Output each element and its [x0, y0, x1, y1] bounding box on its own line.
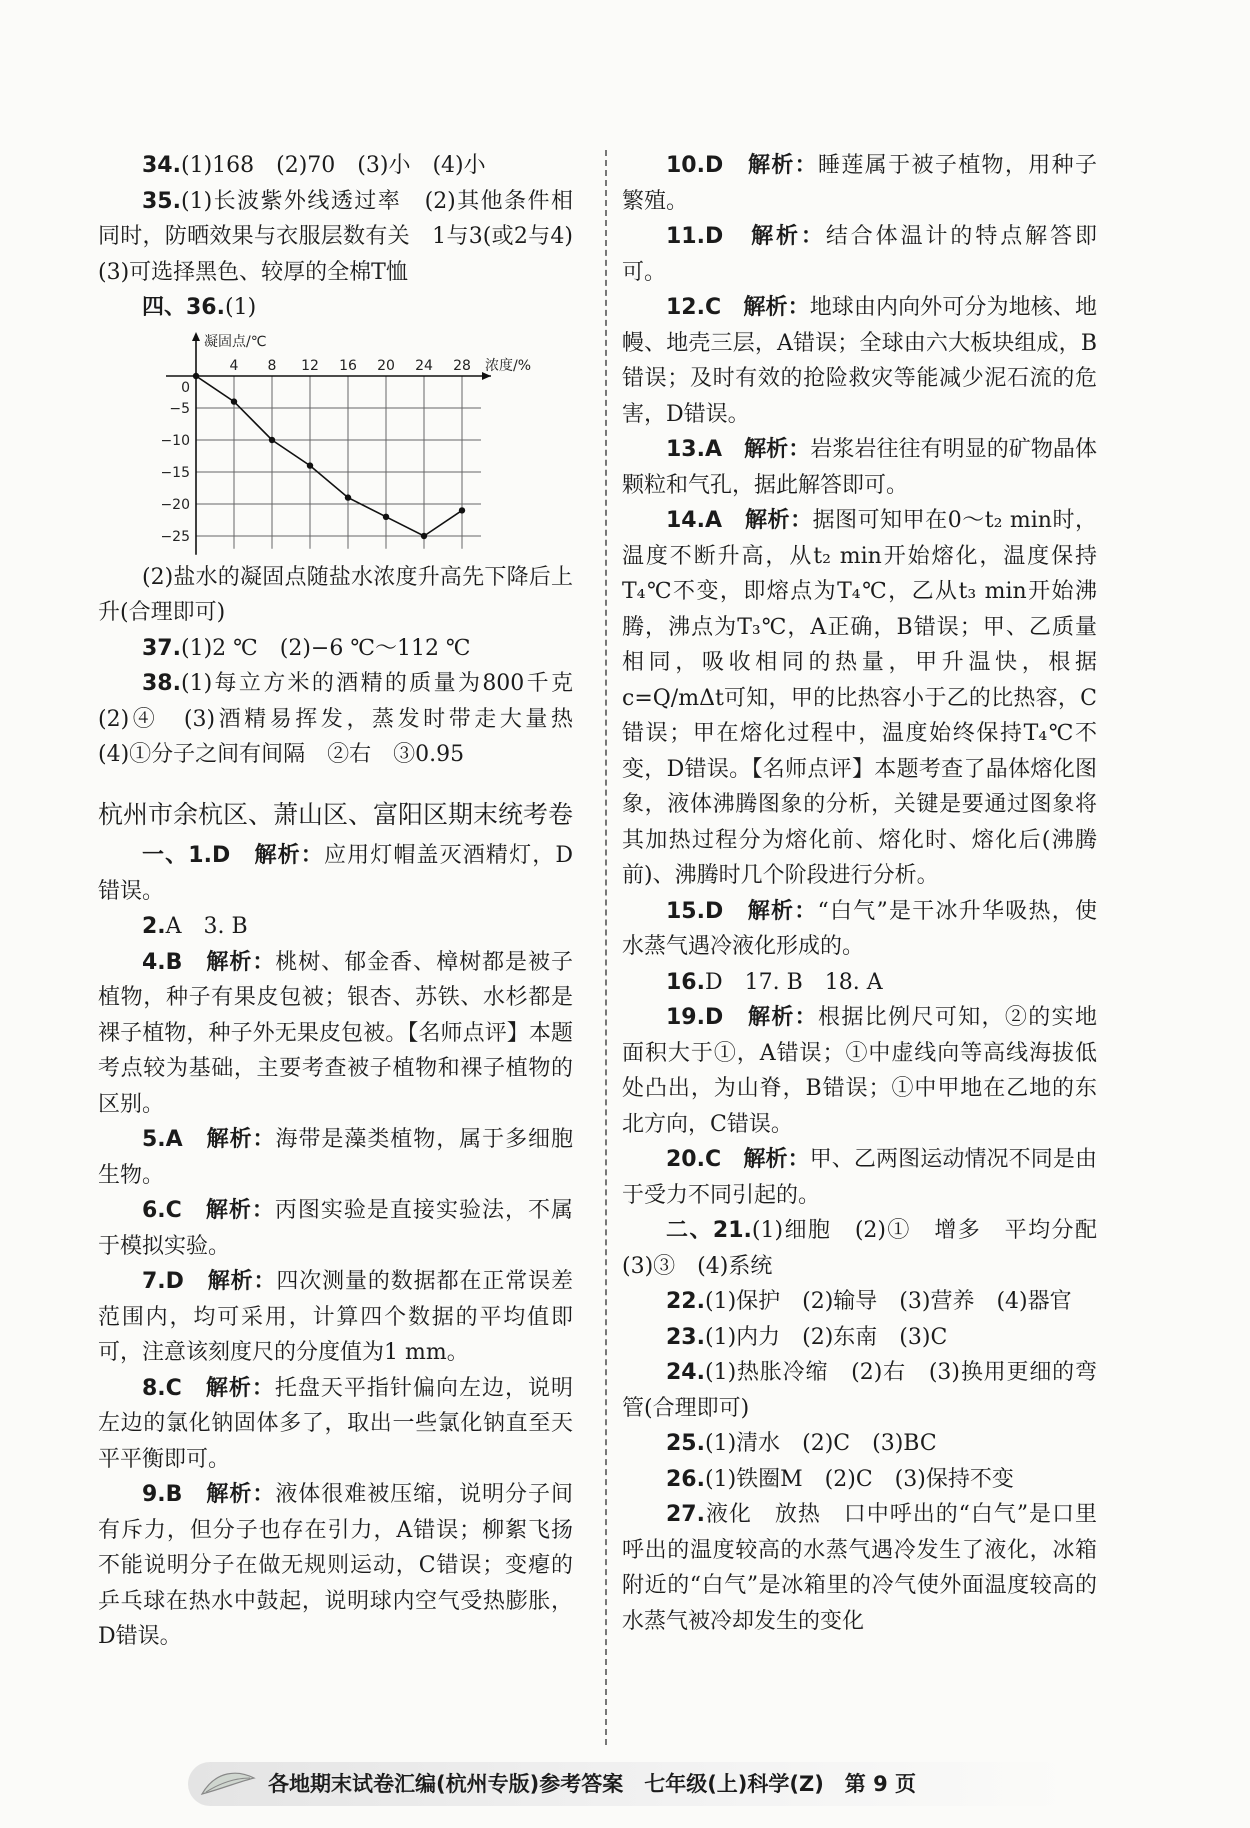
answer-item	[98, 909, 573, 945]
y-tick-label: −25	[160, 528, 190, 545]
answer-number: 4.	[142, 949, 166, 975]
answer-number: 13.	[666, 437, 705, 462]
answer-key: A 解析：	[704, 437, 811, 462]
answer-text: 液体很难被压缩，说明分子间有斥力，但分子也存在引力，A错误；柳絮飞扬不能说明分子在做无规则运动，C错误；变瘪的乒乓球在热水中鼓起，说明球内空气受热膨胀，D错误。	[98, 1482, 573, 1649]
answer-item	[622, 1462, 1097, 1498]
answer-key: C 解析：	[704, 1147, 810, 1172]
answer-item	[98, 945, 573, 1123]
answer-item	[98, 1477, 573, 1655]
answer-key: A 解析：	[165, 1127, 276, 1152]
answer-text: (1)保护 (2)输导 (3)营养 (4)器官	[704, 1289, 1072, 1314]
answer-number: 15.	[666, 898, 705, 924]
answer-key: A 解析：	[704, 508, 813, 533]
right-column	[622, 148, 1120, 1639]
answer-text: A 3. B	[165, 914, 248, 939]
answer-item	[622, 219, 1097, 290]
answer-number: 37.	[142, 635, 181, 661]
data-point	[345, 494, 351, 500]
answer-text: 甲、乙两图运动情况不同是由于受力不同引起的。	[622, 1147, 1097, 1208]
answer-text: 桃树、郁金香、樟树都是被子植物，种子有果皮包被；银杏、苏铁、水杉都是裸子植物，种子外无果皮包被。【名师点评】本题考点较为基础，主要考查被子植物和裸子植物的区别。	[98, 949, 573, 1117]
answer-text: 液化 放热 口中呼出的“白气”是口里呼出的温度较高的水蒸气遇冷发生了液化，冰箱附近的“白气”是冰箱里的冷气使外面温度较高的水蒸气被冷却发生的变化	[622, 1502, 1097, 1634]
answer-item	[98, 838, 573, 909]
answer-key: D 解析：	[211, 843, 324, 868]
data-point	[383, 513, 389, 519]
answer-number: 24.	[666, 1360, 705, 1385]
answer-item	[98, 631, 573, 667]
answer-key: D 解析：	[704, 898, 818, 924]
page-footer	[188, 1762, 1068, 1806]
answer-item	[98, 1193, 573, 1264]
answer-item	[98, 666, 596, 773]
y-axis-label: 凝固点/℃	[204, 333, 267, 350]
answer-text: 地球由内向外可分为地核、地幔、地壳三层，A错误；全球由六大板块组成，B错误；及时有效的抢险救灾等能减少泥石流的危害，D错误。	[622, 295, 1097, 427]
answer-item	[622, 432, 1097, 503]
data-point	[231, 398, 237, 404]
data-point	[459, 507, 465, 513]
answer-number: 9.	[142, 1482, 166, 1507]
y-tick-label: 0	[181, 379, 190, 396]
answer-number: 16.	[666, 969, 705, 995]
answer-item	[622, 1320, 1097, 1356]
x-tick-label: 20	[377, 357, 395, 374]
answer-text: (1)2 ℃ (2)−6 ℃～112 ℃	[180, 635, 471, 661]
answer-item	[98, 1371, 573, 1478]
answer-text: (1)热胀冷缩 (2)右 (3)换用更细的弯管(合理即可)	[622, 1360, 1097, 1421]
leaf-icon	[198, 1768, 258, 1800]
answer-item	[98, 184, 596, 291]
x-axis-label: 浓度/%	[485, 357, 532, 374]
x-tick-label: 4	[229, 357, 239, 374]
section-title: 杭州市余杭区、萧山区、富阳区期末统考卷	[98, 799, 574, 829]
answer-number: 10.	[666, 153, 705, 178]
data-point	[421, 532, 427, 538]
answer-text: (1)长波紫外线透过率 (2)其他条件相同时，防晒效果与衣服层数有关 1与3(或2与4) (3)可选择黑色、较厚的全棉T恤	[98, 188, 596, 285]
answer-number: 四、36.	[142, 295, 225, 320]
data-point	[193, 372, 199, 378]
answer-number: 35.	[142, 188, 181, 214]
answer-item	[622, 1497, 1097, 1639]
answer-number: 一、1.	[142, 843, 212, 868]
answer-item	[622, 1355, 1097, 1426]
answer-text: (1)	[224, 295, 257, 320]
answer-item	[98, 290, 573, 326]
y-tick-label: −10	[160, 432, 190, 449]
answer-text: 据图可知甲在0～t₂ min时，温度不断升高，从t₂ min开始熔化，温度保持T₄℃不变，即熔点为T₄℃，乙从t₃ min开始沸腾，沸点为T₃℃，A正确，B错误；甲、乙质量相同，吸收相同的热量，甲升温快，根据c=Q/mΔt可知，甲的比热容小于乙的比热容，C错误；甲在熔化过程中，温度始终保持T₄℃不变，D错误。【名师点评】本题考查了晶体熔化图象，液体沸腾图象的分析，关键是要通过图象将其加热过程分为熔化前、熔化时、熔化后(沸腾前)、沸腾时几个阶段进行分析。	[622, 508, 1098, 888]
answer-item	[622, 1142, 1097, 1213]
answer-text: 根据比例尺可知，②的实地面积大于①，A错误；①中虚线向等高线海拔低处凸出，为山脊，B错误；①中甲地在乙地的东北方向，C错误。	[622, 1005, 1097, 1137]
answer-item	[622, 1000, 1097, 1142]
answer-item	[622, 1284, 1097, 1320]
answer-item	[98, 1264, 573, 1371]
answer-text: 应用灯帽盖灭酒精灯，D错误。	[98, 843, 574, 904]
answer-text: 结合体温计的特点解答即可。	[622, 224, 1097, 285]
answer-item	[622, 965, 1097, 1001]
x-tick-label: 28	[453, 357, 471, 374]
left-column	[98, 148, 596, 1655]
answer-number: 23.	[666, 1324, 705, 1350]
answer-text: (1)铁圈M (2)C (3)保持不变	[704, 1466, 1014, 1492]
answer-key: C 解析：	[165, 1375, 275, 1401]
answer-key: C 解析：	[704, 295, 810, 320]
y-tick-label: −5	[169, 400, 190, 417]
answer-text: (1)清水 (2)C (3)BC	[704, 1431, 937, 1456]
answer-number: 38.	[142, 671, 181, 696]
answer-text: (1)细胞 (2)① 增多 平均分配 (3)③ (4)系统	[622, 1218, 1120, 1279]
answer-number: 2.	[142, 914, 166, 939]
answer-text: 四次测量的数据都在正常误差范围内，均可采用，计算四个数据的平均值即可，注意该刻度尺的分度值为1 mm。	[98, 1269, 573, 1365]
answer-text: D 17. B 18. A	[704, 969, 883, 995]
answer-key: B 解析：	[165, 949, 276, 975]
answer-key: D 解析：	[165, 1269, 277, 1294]
answer-item	[622, 1426, 1097, 1462]
answer-number: 22.	[666, 1289, 705, 1314]
data-point	[307, 462, 313, 468]
answer-number: 12.	[666, 295, 705, 320]
answer-text: 托盘天平指针偏向左边，说明左边的氯化钠固体多了，取出一些氯化钠直至天平平衡即可。	[98, 1375, 573, 1472]
answer-item	[622, 894, 1097, 965]
freezing-point-chart	[138, 328, 532, 558]
answer-text: (1)168 (2)70 (3)小 (4)小	[180, 153, 486, 178]
y-axis-arrow	[192, 332, 200, 341]
answer-number: 二、21.	[666, 1218, 752, 1243]
answer-number: 7.	[142, 1269, 166, 1294]
answer-text: (2)盐水的凝固点随盐水浓度升高先下降后上升(合理即可)	[98, 564, 573, 625]
y-tick-label: −20	[160, 496, 190, 513]
answer-item	[622, 148, 1097, 219]
x-tick-label: 12	[301, 357, 319, 374]
answer-text: (1)每立方米的酒精的质量为800千克 (2)④ (3)酒精易挥发，蒸发时带走大量热 (4)①分子之间有间隔 ②右 ③0.95	[98, 671, 596, 767]
answer-number: 8.	[142, 1375, 166, 1401]
answer-text: (1)内力 (2)东南 (3)C	[704, 1324, 948, 1350]
answer-item	[98, 560, 573, 631]
answer-item	[622, 1213, 1120, 1284]
footer-text: 各地期末试卷汇编(杭州专版)参考答案 七年级(上)科学(Z) 第 9 页	[268, 1772, 917, 1796]
answer-key: D 解析：	[704, 224, 826, 249]
answer-number: 11.	[666, 224, 705, 249]
answer-item	[622, 290, 1097, 432]
answer-text: 睡莲属于被子植物，用种子繁殖。	[622, 153, 1097, 214]
answer-key: D 解析：	[704, 1005, 819, 1030]
answer-text: 丙图实验是直接实验法，不属于模拟实验。	[98, 1198, 573, 1259]
answer-item	[98, 1122, 573, 1193]
answer-text: 岩浆岩往往有明显的矿物晶体颗粒和气孔，据此解答即可。	[622, 437, 1097, 498]
y-tick-label: −15	[160, 464, 190, 481]
answer-text: “白气”是干冰升华吸热，使水蒸气遇冷液化形成的。	[622, 898, 1097, 959]
answer-number: 5.	[142, 1127, 166, 1152]
answer-item	[622, 503, 1097, 894]
answer-text: 海带是藻类植物，属于多细胞生物。	[98, 1127, 573, 1188]
column-divider	[605, 150, 607, 1745]
answer-number: 26.	[666, 1466, 705, 1492]
answer-key: D 解析：	[704, 153, 819, 178]
x-tick-label: 8	[267, 357, 277, 374]
answer-item	[98, 148, 573, 184]
answer-number: 19.	[666, 1005, 705, 1030]
data-point	[269, 436, 275, 442]
answer-key: B 解析：	[165, 1482, 276, 1507]
answer-number: 20.	[666, 1147, 705, 1172]
answer-number: 25.	[666, 1431, 705, 1456]
answer-number: 14.	[666, 508, 705, 533]
answer-number: 6.	[142, 1198, 166, 1223]
answer-number: 34.	[142, 153, 181, 178]
answer-number: 27.	[666, 1502, 705, 1527]
x-tick-label: 24	[415, 357, 433, 374]
answer-key: C 解析：	[165, 1198, 275, 1223]
x-tick-label: 16	[339, 357, 357, 374]
